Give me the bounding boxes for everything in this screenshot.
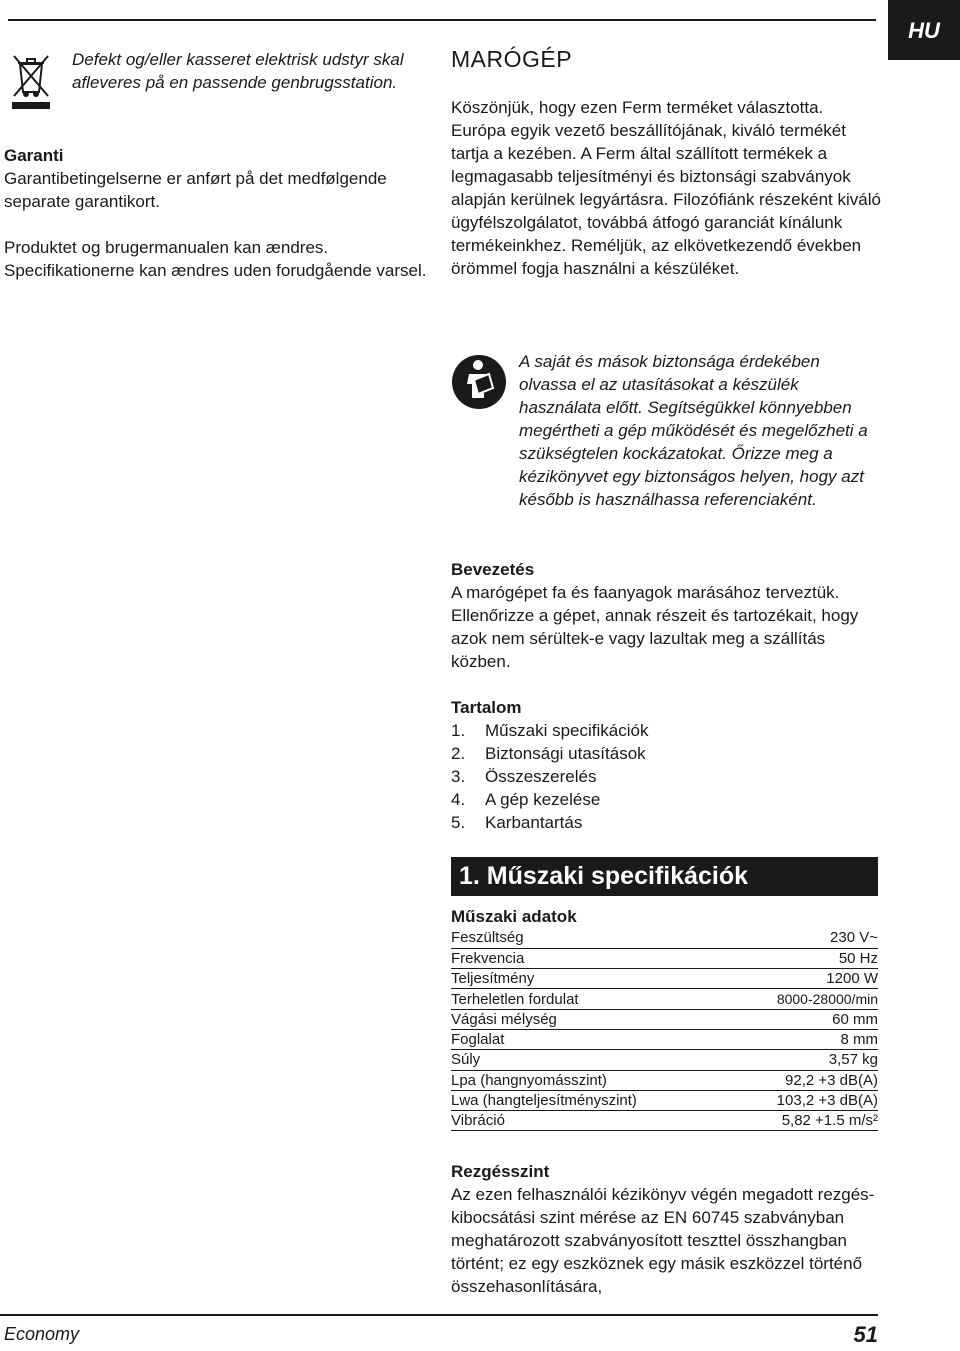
table-row: Lwa (hangteljesítményszint) 103,2 +3 dB(A) [451,1092,878,1110]
introduction-section [451,558,881,673]
table-row: Feszültség 230 V~ [451,929,878,947]
list-item: 3. Összeszerelés [451,767,597,786]
introduction-heading: Bevezetés [451,560,535,579]
list-item: 2. Biztonsági utasítások [451,744,646,763]
left-column [4,144,434,282]
disposal-notice: Defekt og/eller kasseret elektrisk udstyr skal afleveres på en passende genbrugsstation. [72,50,404,92]
bottom-rule [0,1314,878,1316]
crossed-bin-icon [10,52,52,110]
table-row: Lpa (hangnyomásszint) 92,2 +3 dB(A) [451,1071,878,1089]
change-notice: Produktet og brugermanualen kan ændres. Specifikationerne kan ændres uden forudgående varsel. [4,238,427,280]
warranty-heading: Garanti [4,146,64,165]
table-row: Vibráció 5,82 +1.5 m/s² [451,1112,878,1130]
specs-heading: Műszaki adatok [451,907,577,926]
table-row: Foglalat 8 mm [451,1031,878,1049]
vibration-text: Az ezen felhasználói kézikönyv végén megadott rezgés-kibocsátási szint mérése az EN 60745 szabványban meghatározott szabványosított teszttel összhangban történt; ez egy eszköznek egy másik eszközzel történő összehasonlítására, [451,1185,875,1296]
footer-brand: Economy [4,1324,80,1344]
list-item: 1. Műszaki specifikációk [451,721,649,740]
vibration-section [451,1160,881,1298]
table-row: Terheletlen fordulat 8000-28000/min [451,990,878,1008]
list-item: 5. Karbantartás [451,813,583,832]
warranty-text: Garantibetingelserne er anført på det medfølgende separate garantikort. [4,169,387,211]
list-item: 4. A gép kezelése [451,790,601,809]
page-number: 51 [853,1322,878,1347]
safety-note: A saját és mások biztonsága érdekében olvassa el az utasításokat a készülék használata előtt. Segítségükkel könnyebben megértheti a gép működését és megelőzheti a szükségtelen kockázatokat. Őrizze meg a kézikönyvet egy biztonságos helyen, hogy azt később is használhassa referenciaként. [519,352,868,509]
read-manual-icon [451,354,507,410]
top-rule [8,19,876,21]
section-title-bar: 1. Műszaki specifikációk [451,857,878,896]
language-tab: HU [888,0,960,60]
vibration-heading: Rezgésszint [451,1162,550,1181]
introduction-text: A marógépet fa és faanyagok marásához terveztük. Ellenőrizze a gépet, annak részeit és tartozékait, hogy azok nem sérültek-e vagy lazultak meg a szállítás közben. [451,583,859,671]
table-row: Vágási mélység 60 mm [451,1010,878,1028]
specs-table [451,928,878,1131]
table-row: Súly 3,57 kg [451,1051,878,1069]
page-title: MARÓGÉP [451,46,573,72]
intro-paragraph: Köszönjük, hogy ezen Ferm terméket választotta. Európa egyik vezető beszállítójának, kiváló termékét tartja a kezében. A Ferm által szállított termékek a legmagasabb teljesítményi és biztonsági szabványok alapján kerülnek legyártásra. Filozófiánk részeként kiváló ügyfélszolgálatot, továbbá átfogó garanciát kínálunk termékeinkhez. Reméljük, az elkövetkezendő években örömmel fogja használni a készüléket. [451,98,881,278]
table-of-contents [451,696,881,834]
contents-heading: Tartalom [451,698,522,717]
table-row: Teljesítmény 1200 W [451,970,878,988]
table-row: Frekvencia 50 Hz [451,949,878,967]
